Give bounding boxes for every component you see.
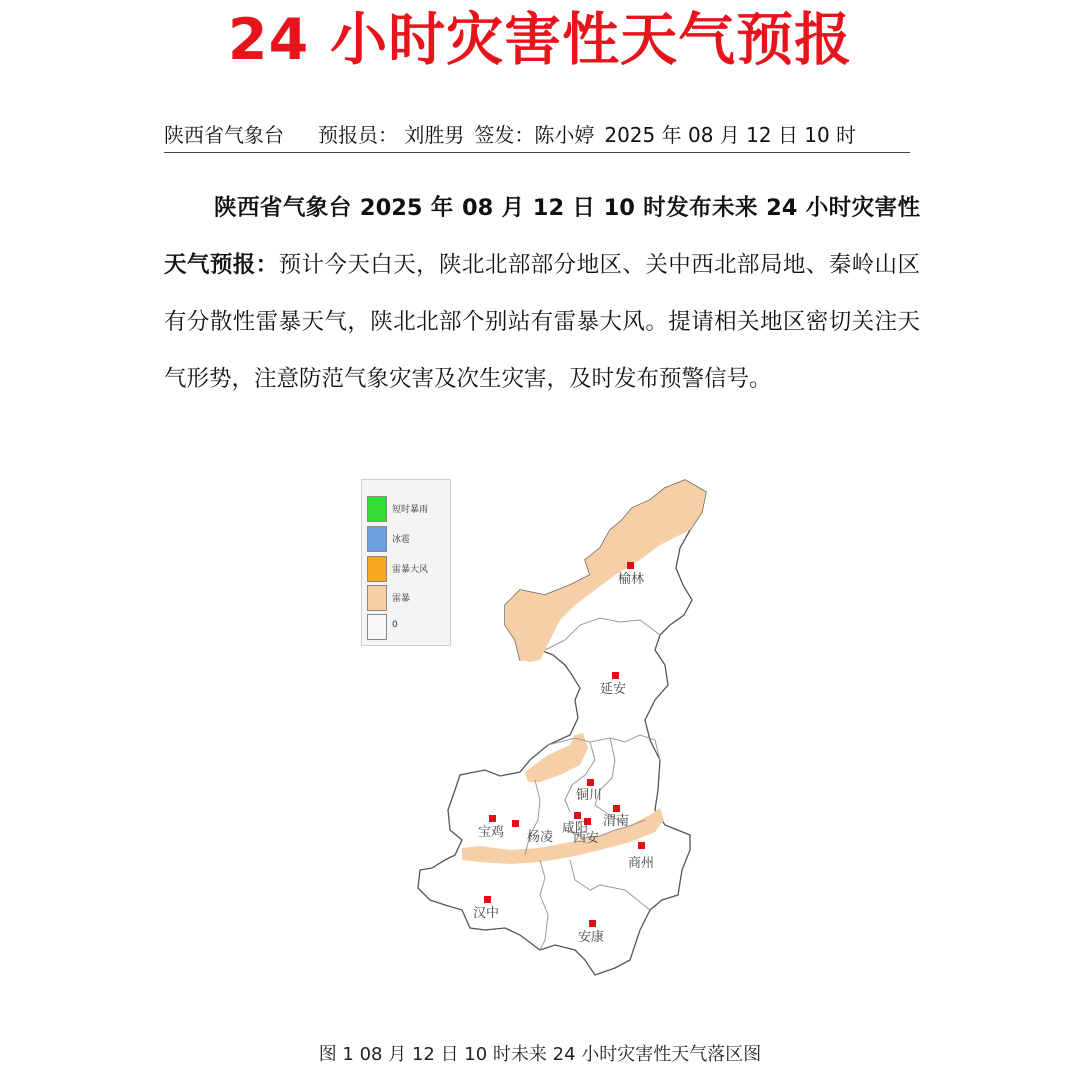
marker-hanzhong bbox=[484, 896, 491, 903]
legend-swatch bbox=[367, 585, 387, 611]
legend-swatch bbox=[367, 614, 387, 640]
legend-label: 雷暴大风 bbox=[392, 565, 429, 575]
label-yangling: 杨凌 bbox=[527, 830, 554, 845]
legend-label: 冰雹 bbox=[392, 535, 411, 545]
forecast-content: 预计今天白天，陕北北部部分地区、关中西北部局地、秦岭山区有分散性雷暴天气，陕北北部个别站有雷暴大风。提请相关地区密切关注天气形势，注意防范气象灾害及次生灾害，及时发布预警信号。 bbox=[164, 252, 920, 392]
forecaster: 预报员： 刘胜男 bbox=[318, 123, 465, 147]
marker-tongchuan bbox=[587, 779, 594, 786]
issuer: 陕西省气象台 bbox=[164, 123, 284, 147]
marker-ankang bbox=[589, 920, 596, 927]
marker-shangzhou bbox=[638, 842, 645, 849]
label-yulin: 榆林 bbox=[618, 572, 645, 587]
label-xianyang: 咸阳 bbox=[562, 821, 589, 836]
label-shangzhou: 商州 bbox=[628, 856, 655, 871]
legend-item-hail bbox=[367, 526, 447, 552]
legend-label: 雷暴 bbox=[392, 594, 411, 604]
map-legend bbox=[361, 479, 451, 646]
legend-item-thunder bbox=[367, 585, 447, 611]
legend-item-rainstorm bbox=[367, 496, 447, 522]
marker-yangling bbox=[512, 820, 519, 827]
label-tongchuan: 铜川 bbox=[576, 788, 603, 803]
figure-caption: 图 1 08 月 12 日 10 时未来 24 小时灾害性天气落区图 bbox=[318, 1044, 762, 1065]
label-ankang: 安康 bbox=[578, 930, 605, 945]
legend-label: 0 bbox=[392, 620, 398, 630]
marker-yulin bbox=[627, 562, 634, 569]
marker-weinan bbox=[613, 805, 620, 812]
label-hanzhong: 汉中 bbox=[473, 906, 500, 921]
marker-yanan bbox=[612, 672, 619, 679]
issue-datetime: 2025 年 08 月 12 日 10 时 bbox=[604, 123, 857, 147]
forecast-lead: 陕西省气象台 2025 年 08 月 12 日 10 时发布未来 24 小时灾害性天气预报： bbox=[164, 195, 920, 278]
marker-baoji bbox=[489, 815, 496, 822]
marker-xianyang bbox=[574, 812, 581, 819]
forecast-text bbox=[164, 180, 920, 408]
label-baoji: 宝鸡 bbox=[478, 825, 505, 840]
page-title: 24 小时灾害性天气预报 bbox=[227, 7, 853, 73]
legend-label: 短时暴雨 bbox=[392, 505, 429, 515]
legend-swatch bbox=[367, 556, 387, 582]
legend-item-gale bbox=[367, 556, 447, 582]
label-weinan: 渭南 bbox=[603, 814, 630, 829]
label-yanan: 延安 bbox=[600, 682, 627, 697]
legend-swatch bbox=[367, 496, 387, 522]
legend-item-none bbox=[367, 614, 447, 640]
label-xian: 西安 bbox=[573, 831, 600, 846]
signer: 签发：陈小婷 bbox=[474, 123, 595, 147]
legend-swatch bbox=[367, 526, 387, 552]
issuance-info bbox=[164, 118, 910, 153]
province-outline bbox=[418, 480, 706, 975]
